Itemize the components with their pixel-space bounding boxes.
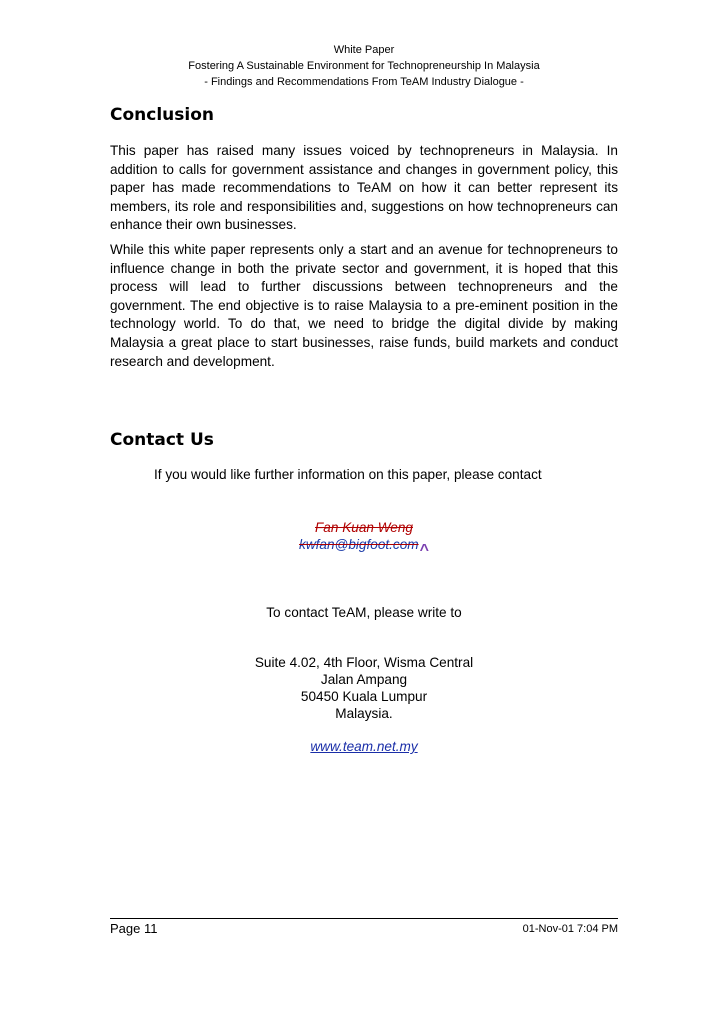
contact-name: Fan Kuan Weng: [315, 520, 413, 535]
team-contact-intro: To contact TeAM, please write to: [266, 605, 462, 620]
contact-email-link[interactable]: kwfan@bigfoot.com: [299, 537, 419, 552]
address-line-3: 50450 Kuala Lumpur: [300, 689, 428, 704]
conclusion-paragraph-2: While this white paper represents only a start and an avenue for technopreneurs to influence change in both the private sector and government, it is hoped that this process will lead to further discussions between technopreneurs and the government. The end objective is to raise Malaysia to a pre-eminent position in the technology world. To do that, we need to bridge the digital divide by making Malaysia a great place to start businesses, raise funds, build markets and conduct research and development.: [110, 242, 618, 369]
contact-heading: Contact Us: [110, 430, 214, 450]
insert-caret-icon: ^: [419, 542, 429, 559]
page-header: [110, 42, 618, 90]
conclusion-heading: Conclusion: [110, 105, 214, 125]
header-tagline: - Findings and Recommendations From TeAM Industry Dialogue -: [204, 76, 524, 88]
contact-intro: If you would like further information on this paper, please contact: [154, 467, 542, 482]
address-line-4: Malaysia.: [335, 706, 393, 721]
address-line-2: Jalan Ampang: [320, 672, 408, 687]
team-address: [110, 654, 618, 722]
footer-date: 01-Nov-01 7:04 PM: [522, 923, 618, 935]
page-number: Page 11: [110, 921, 158, 936]
contact-person: [110, 519, 618, 559]
website-link[interactable]: www.team.net.my: [310, 739, 418, 754]
header-subtitle: Fostering A Sustainable Environment for Technopreneurship In Malaysia: [188, 60, 540, 72]
footer-divider: [110, 918, 618, 919]
header-title: White Paper: [333, 44, 395, 56]
website-row: [110, 738, 618, 755]
address-line-1: Suite 4.02, 4th Floor, Wisma Central: [254, 655, 474, 670]
conclusion-paragraph-1: This paper has raised many issues voiced by technopreneurs in Malaysia. In addition to calls for government assistance and changes in government policy, this paper has made recommendations to TeAM on how it can better represent its members, its role and responsibilities and, suggestions on how technopreneurs can enhance their own businesses.: [110, 143, 618, 233]
